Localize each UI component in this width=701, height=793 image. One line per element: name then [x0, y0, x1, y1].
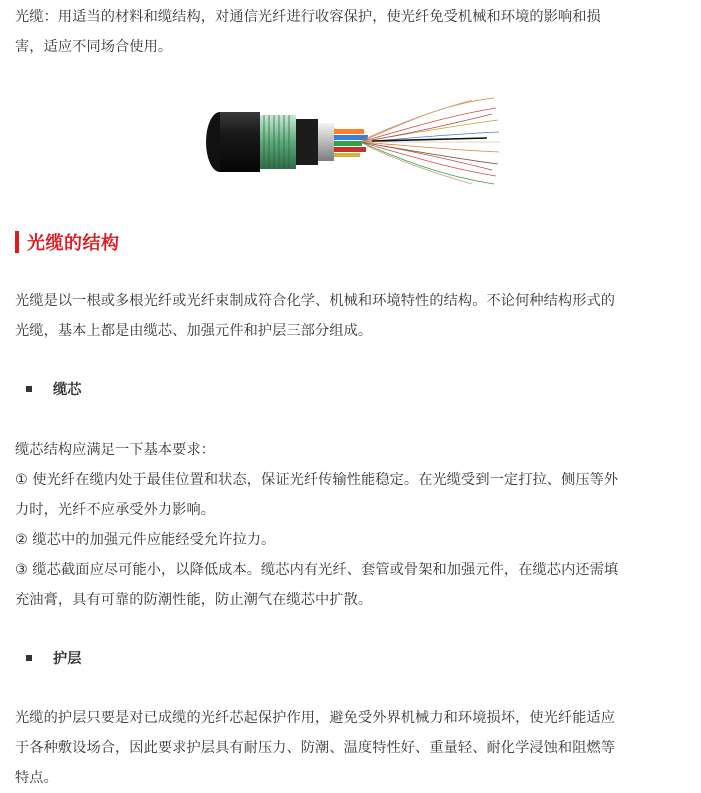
section-title-text: 光缆的结构 [27, 233, 120, 254]
intro-line-1: 光缆：用适当的材料和缆结构，对通信光纤进行收容保护，使光纤免受机械和环境的影响和损 [15, 9, 601, 25]
square-bullet-icon [26, 655, 32, 661]
sheath-line-3: 特点。 [15, 770, 58, 786]
structure-paragraph [15, 286, 691, 346]
sheath-paragraph [15, 703, 691, 793]
sheath-line-2: 于各种敷设场合，因此要求护层具有耐压力、防潮、温度特性好、重量轻、耐化学浸蚀和阻燃等 [15, 740, 616, 756]
intro-paragraph [15, 2, 691, 62]
structure-line-2: 光缆，基本上都是由缆芯、加强元件和护层三部分组成。 [15, 323, 373, 339]
core-line-5: ③ 缆芯截面应尽可能小，以降低成本。缆芯内有光纤、套管或骨架和加强元件，在缆芯内还需填 [15, 562, 619, 578]
title-accent-bar [15, 231, 19, 253]
sheath-heading [26, 647, 81, 669]
fiber-optic-cable-image [202, 94, 502, 186]
core-heading [26, 378, 81, 400]
sheath-heading-text: 护层 [53, 651, 82, 667]
square-bullet-icon [26, 386, 32, 392]
core-line-1: 缆芯结构应满足一下基本要求： [15, 442, 216, 458]
core-paragraph [15, 435, 691, 615]
core-line-2: ① 使光纤在缆内处于最佳位置和状态，保证光纤传输性能稳定。在光缆受到一定打拉、侧压等外 [15, 472, 619, 488]
core-line-4: ② 缆芯中的加强元件应能经受允许拉力。 [15, 532, 276, 548]
structure-line-1: 光缆是以一根或多根光纤或光纤束制成符合化学、机械和环境特性的结构。不论何种结构形式的 [15, 293, 616, 309]
intro-line-2: 害，适应不同场合使用。 [15, 39, 173, 55]
core-line-3: 力时，光纤不应承受外力影响。 [15, 502, 216, 518]
core-heading-text: 缆芯 [53, 382, 82, 398]
section-title [15, 228, 120, 256]
sheath-line-1: 光缆的护层只要是对已成缆的光纤芯起保护作用，避免受外界机械力和环境损坏，使光纤能适应 [15, 710, 616, 726]
core-line-6: 充油膏，具有可靠的防潮性能，防止潮气在缆芯中扩散。 [15, 592, 373, 608]
